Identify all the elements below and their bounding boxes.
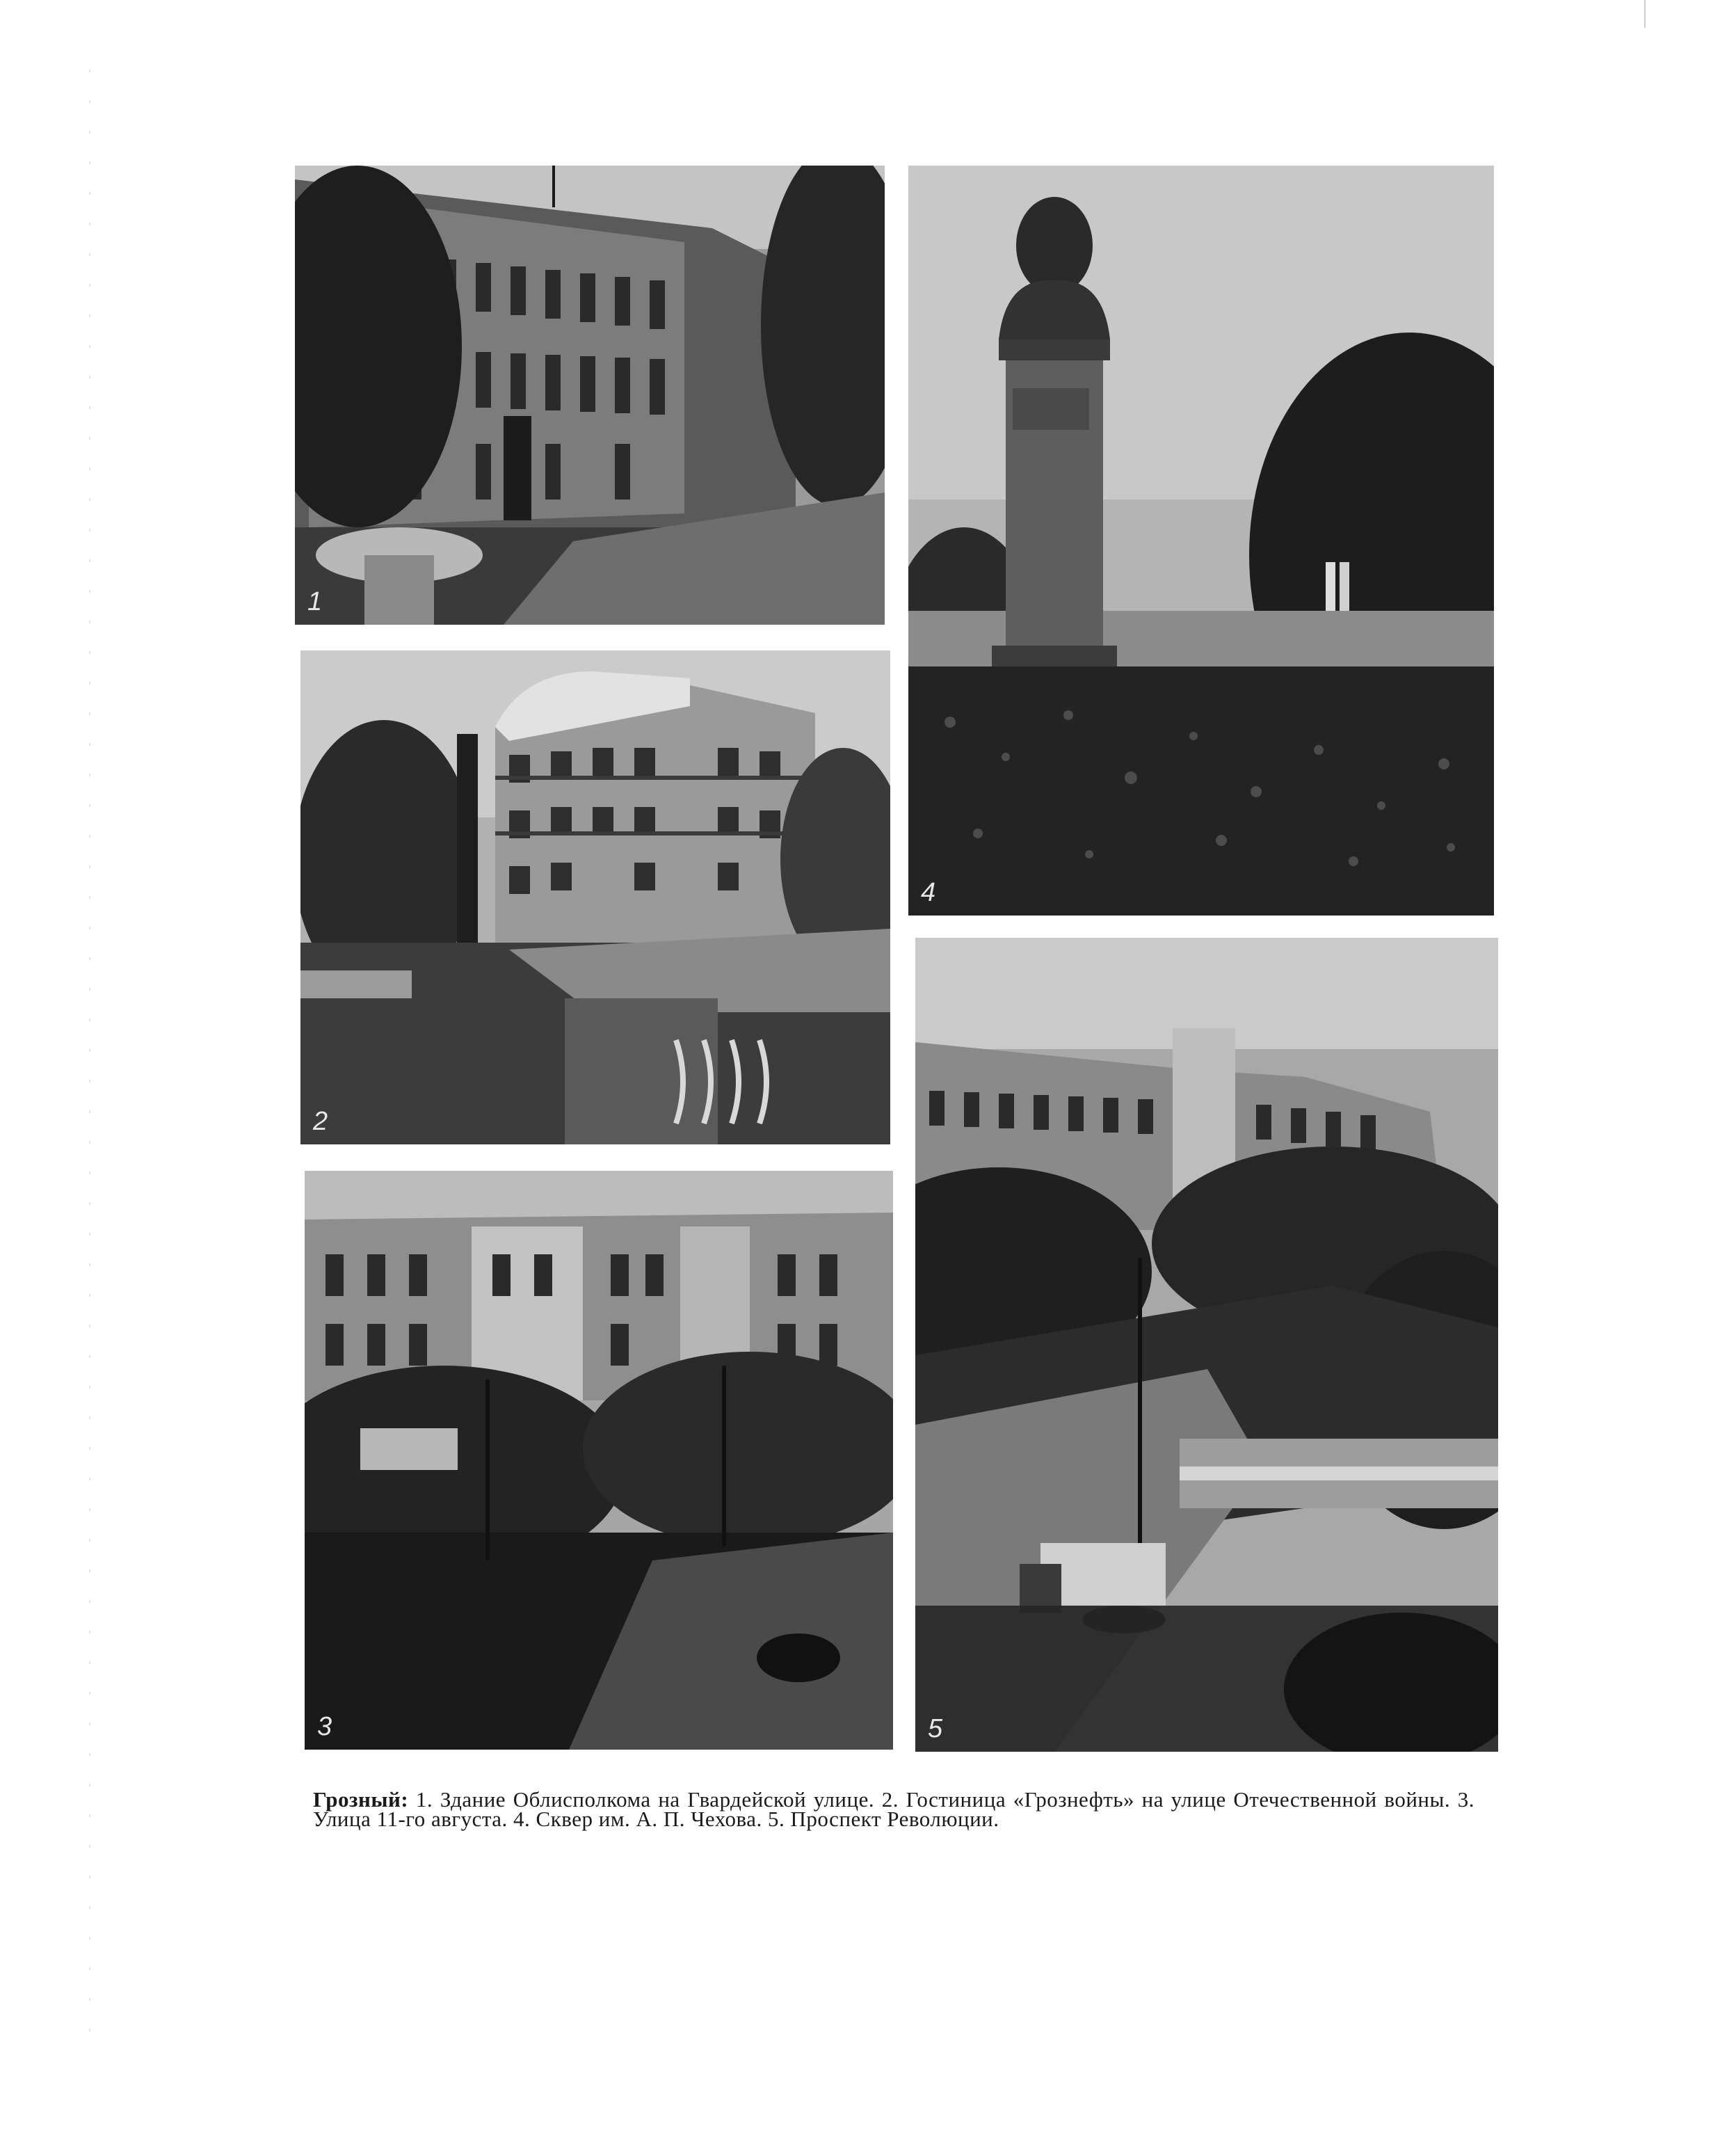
photo-number: 1	[307, 587, 323, 616]
scan-edge-mark	[89, 42, 90, 2059]
photo-5-image	[915, 938, 1498, 1752]
figure-caption	[313, 1787, 1474, 1831]
photo-3-image	[305, 1171, 893, 1750]
photo-chekhov-square	[908, 166, 1494, 916]
photo-number: 4	[921, 878, 936, 907]
caption-city: Грозный:	[313, 1787, 409, 1812]
photo-number: 2	[313, 1107, 328, 1136]
photo-1-image	[295, 166, 885, 625]
photo-11-august-street	[305, 1171, 893, 1750]
scan-edge-mark	[1644, 0, 1646, 28]
photo-hotel-groznneft	[300, 650, 890, 1144]
photo-4-image	[908, 166, 1494, 916]
photo-oblispolkom-building	[295, 166, 885, 625]
photo-revolution-avenue	[915, 938, 1498, 1752]
photo-2-image	[300, 650, 890, 1144]
photo-number: 3	[317, 1712, 332, 1741]
photo-number: 5	[928, 1714, 943, 1743]
caption-text: 1. Здание Облисполкома на Гвардейской улице. 2. Гостиница «Грознефть» на улице Отечественной войны. 3. Улица 11-го августа. 4. Сквер им. А. П. Чехова. 5. Проспект Революции.	[313, 1787, 1474, 1831]
